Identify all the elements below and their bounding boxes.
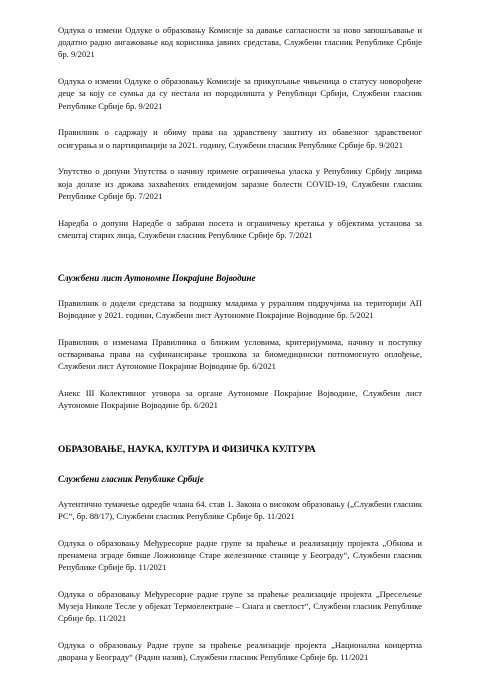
list-item: Аутентично тумачење одредбе члана 64. став 1. Закона о високом образовању („Службени гласник РС“, бр. 88/17), Службени гласник Републике Србије бр. 11/2021 xyxy=(58,498,422,522)
list-item: Правилник о додели средстава за подршку младима у руралним подручјима на територији АП Војводине у 2021. години, Службени лист Аутономне Покрајине Војводине бр. 5/2021 xyxy=(58,297,422,320)
document-content xyxy=(58,24,422,678)
list-item: Одлука о измени Одлуке о образовању Комисије за прикупљање чињеница о статусу новорођене деце за коју се сумња да су нестала из породилишта у Републици Србији, Службени гласник Републике Србије бр. 9/2021 xyxy=(58,76,422,111)
list-item: Правилник о садржају и обиму права на здравствену заштиту из обавезног здравственог осигурања и о партиципацији за 2021. годину, Службени гласник Републике Србије бр. 9/2021 xyxy=(58,127,422,150)
list-item: Одлука о образовању Међуресорне радне групе за праћење реализације пројекта „Пресељење Музеја Николе Тесле у објекат Термоелектране – Снага и светлост“, Службени гласник Републике Србије бр. 11/2021 xyxy=(58,589,422,624)
list-item: Правилник о изменама Правилника о ближим условима, критеријумима, начину и поступку остваривања права на суфинансирање трошкова за биомедицински потпомогнуто оплођење, Службени лист Аутономне Покрајине Војводине бр. 6/2021 xyxy=(58,336,422,372)
list-item: Упутство о допуни Упутства о начину примене ограничења уласка у Републику Србију лицима која долазе из држава захваћених епидемијом заразне болести COVID-19, Службени гласник Републике Србије бр. 7/2021 xyxy=(58,166,422,201)
list-item: Одлука о измени Одлуке о образовању Комисије за давање сагласности за ново запошљавање и додатно радно ангажовање код корисника јавних средстава, Службени гласник Републике Србије бр. 9/2021 xyxy=(58,25,422,60)
list-item: Одлука о образовању Међуресорне радне групе за праћење и реализацију пројекта „Обнова и пренамена зграде бивше Ложионице Старе железничке станице у Београду“, Службени гласник Републике Србије бр. 11/2021 xyxy=(58,537,422,573)
list-item: Одлука о образовању Радне групе за праћење реализације пројекта „Национална концертна дворана у Београду“ (Радни назив), Службени гласник Републике Србије бр. 11/2021 xyxy=(58,640,422,663)
list-item: Анекс III Колективног уговора за органе Аутономне Покрајине Војводине, Службени лист Аутономне Покрајине Војводине бр. 6/2021 xyxy=(58,387,422,411)
subsection-heading: Службени гласник Републике Србије xyxy=(58,473,204,484)
list-item: Наредба о допуни Наредбе о забрани посета и ограничењу кретања у објектима установа за смештај старих лица, Службени гласник Републике Србије бр. 7/2021 xyxy=(58,217,422,240)
subsection-heading: Службени лист Аутономне Покрајине Војводине xyxy=(58,272,256,283)
section-heading: ОБРАЗОВАЊЕ, НАУКА, КУЛТУРА И ФИЗИЧКА КУЛТУРА xyxy=(58,444,316,455)
